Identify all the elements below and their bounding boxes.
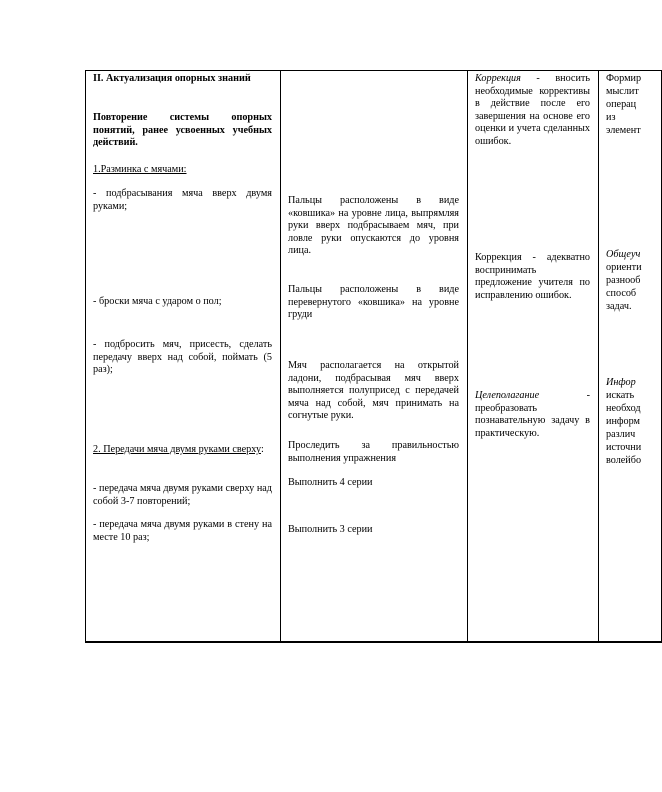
method-note: Выполнить 4 серии	[288, 477, 373, 488]
list-item: - броски мяча с ударом о пол;	[93, 296, 222, 307]
section-subtitle: Повторение системы опорных понятий, ранее усвоенных учебных действий.	[93, 112, 272, 149]
warmup-heading: 1.Разминка с мячами:	[93, 164, 187, 175]
lesson-plan-table	[85, 70, 662, 643]
list-item: - передача мяча двумя руками сверху над собой 3-7 повторений;	[93, 483, 272, 507]
method-note: Выполнить 3 серии	[288, 524, 373, 535]
uud-note: необход	[606, 403, 641, 414]
uud-note: Коррекция - адекватно воспринимать предложение учителя по исправлению ошибок.	[475, 252, 590, 301]
uud-note: из	[606, 112, 616, 123]
uud-note: информ	[606, 416, 640, 427]
uud-note: Целеполагание - преобразовать познавательную задачу в практическую.	[475, 390, 590, 439]
uud-note: элемент	[606, 125, 641, 136]
uud-note: операц	[606, 99, 637, 110]
uud-note: задач.	[606, 301, 632, 312]
content-column	[86, 71, 281, 643]
uud-note: Формир	[606, 73, 642, 84]
uud-note: мыслит	[606, 86, 639, 97]
uud-note: волейбо	[606, 455, 642, 466]
uud-note: различ	[606, 429, 636, 440]
passes-heading: 2. Передачи мяча двумя руками сверху:	[93, 444, 264, 455]
uud-note: источни	[606, 442, 642, 453]
method-note: Мяч располагается на открытой ладони, подбрасывая мяч вверх выполняется полуприсед с передачей мяча над собой, мяч принимать на согнутые руки.	[288, 360, 459, 422]
uud-note: искать	[606, 390, 635, 401]
list-item: - передача мяча двумя руками в стену на месте 10 раз;	[93, 519, 272, 543]
list-item: - подбрасывания мяча вверх двумя руками;	[93, 188, 272, 212]
cognitive-column	[599, 71, 662, 643]
regulatory-column	[468, 71, 599, 643]
table-row	[86, 71, 662, 643]
method-column	[281, 71, 468, 643]
uud-note: Инфор	[606, 377, 636, 388]
uud-note: Коррекция - вносить необходимые коррективы в действие после его завершения на основе его оценки и учета сделанных ошибок.	[475, 73, 590, 147]
uud-note: способ	[606, 288, 637, 299]
uud-note: разнооб	[606, 275, 641, 286]
uud-note: Общеуч	[606, 249, 641, 260]
list-item: - подбросить мяч, присесть, сделать передачу вверх над собой, поймать (5 раз);	[93, 339, 272, 376]
method-note: Пальцы расположены в виде перевернутого «ковшика» на уровне груди	[288, 284, 459, 321]
method-note: Пальцы расположены в виде «ковшика» на уровне лица, выпрямляя руки вверх подбрасываем мяч, при ловле руки опускаются до уровня лица.	[288, 195, 459, 257]
section-title: II. Актуализация опорных знаний	[93, 73, 251, 84]
uud-note: ориенти	[606, 262, 642, 273]
method-note: Проследить за правильностью выполнения упражнения	[288, 440, 459, 464]
